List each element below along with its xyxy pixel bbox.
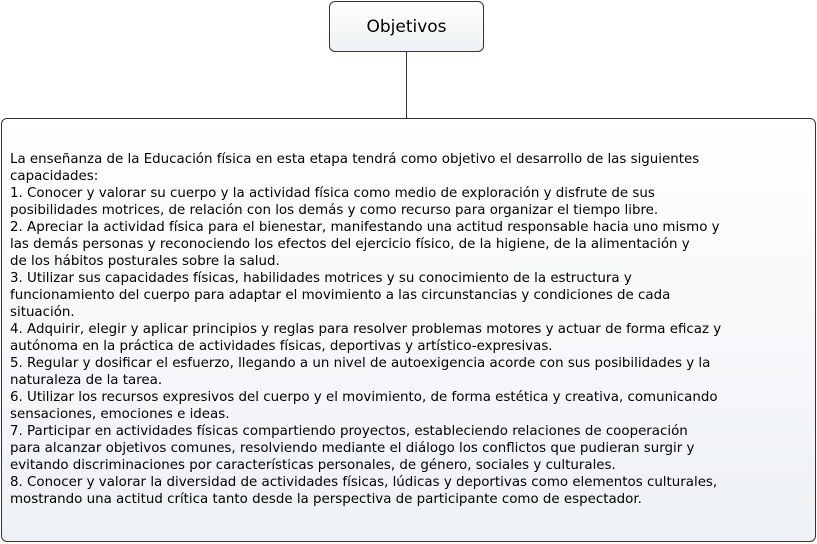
text-line: naturaleza de la tarea. <box>10 373 163 388</box>
text-line: mostrando una actitud crítica tanto desde la perspectiva de participante como de espectador. <box>10 492 642 507</box>
text-line: funcionamiento del cuerpo para adaptar el movimiento a las circunstancias y condiciones de cada <box>10 288 671 303</box>
text-line: capacidades: <box>10 169 99 184</box>
text-line: 4. Adquirir, elegir y aplicar principios y reglas para resolver problemas motores y actuar de forma eficaz y <box>10 322 722 337</box>
text-line: 7. Participar en actividades físicas compartiendo proyectos, estableciendo relaciones de cooperación <box>10 424 688 439</box>
text-line: 5. Regular y dosificar el esfuerzo, llegando a un nivel de autoexigencia acorde con sus posibilidades y la <box>10 356 711 371</box>
connector-line <box>406 52 407 118</box>
objetivos-label: Objetivos <box>366 16 447 37</box>
text-line: situación. <box>10 305 75 320</box>
text-line: para alcanzar objetivos comunes, resolviendo mediante el diálogo los conflictos que pudieran surgir y <box>10 441 695 456</box>
text-line: autónoma en la práctica de actividades físicas, deportivas y artístico-expresivas. <box>10 339 553 354</box>
text-line: 1. Conocer y valorar su cuerpo y la actividad física como medio de exploración y disfrute de sus <box>10 186 655 201</box>
text-line: posibilidades motrices, de relación con los demás y como recurso para organizar el tiempo libre. <box>10 203 659 218</box>
text-line: 3. Utilizar sus capacidades físicas, habilidades motrices y su conocimiento de la estructura y <box>10 271 632 286</box>
text-line: evitando discriminaciones por características personales, de género, sociales y culturales. <box>10 458 616 473</box>
text-line: 8. Conocer y valorar la diversidad de actividades físicas, lúdicas y deportivas como elementos culturales, <box>10 475 718 490</box>
text-line: La enseñanza de la Educación física en esta etapa tendrá como objetivo el desarrollo de las siguientes <box>10 152 700 167</box>
text-line: sensaciones, emociones e ideas. <box>10 407 230 422</box>
text-line: las demás personas y reconociendo los efectos del ejercicio físico, de la higiene, de la alimentación y <box>10 237 690 252</box>
text-line: de los hábitos posturales sobre la salud. <box>10 254 280 269</box>
objectives-text-node[interactable] <box>1 118 816 542</box>
text-line: 2. Apreciar la actividad física para el bienestar, manifestando una actitud responsable hacia uno mismo y <box>10 220 720 235</box>
objetivos-node[interactable] <box>329 1 484 52</box>
text-line: 6. Utilizar los recursos expresivos del cuerpo y el movimiento, de forma estética y creativa, comunicando <box>10 390 718 405</box>
